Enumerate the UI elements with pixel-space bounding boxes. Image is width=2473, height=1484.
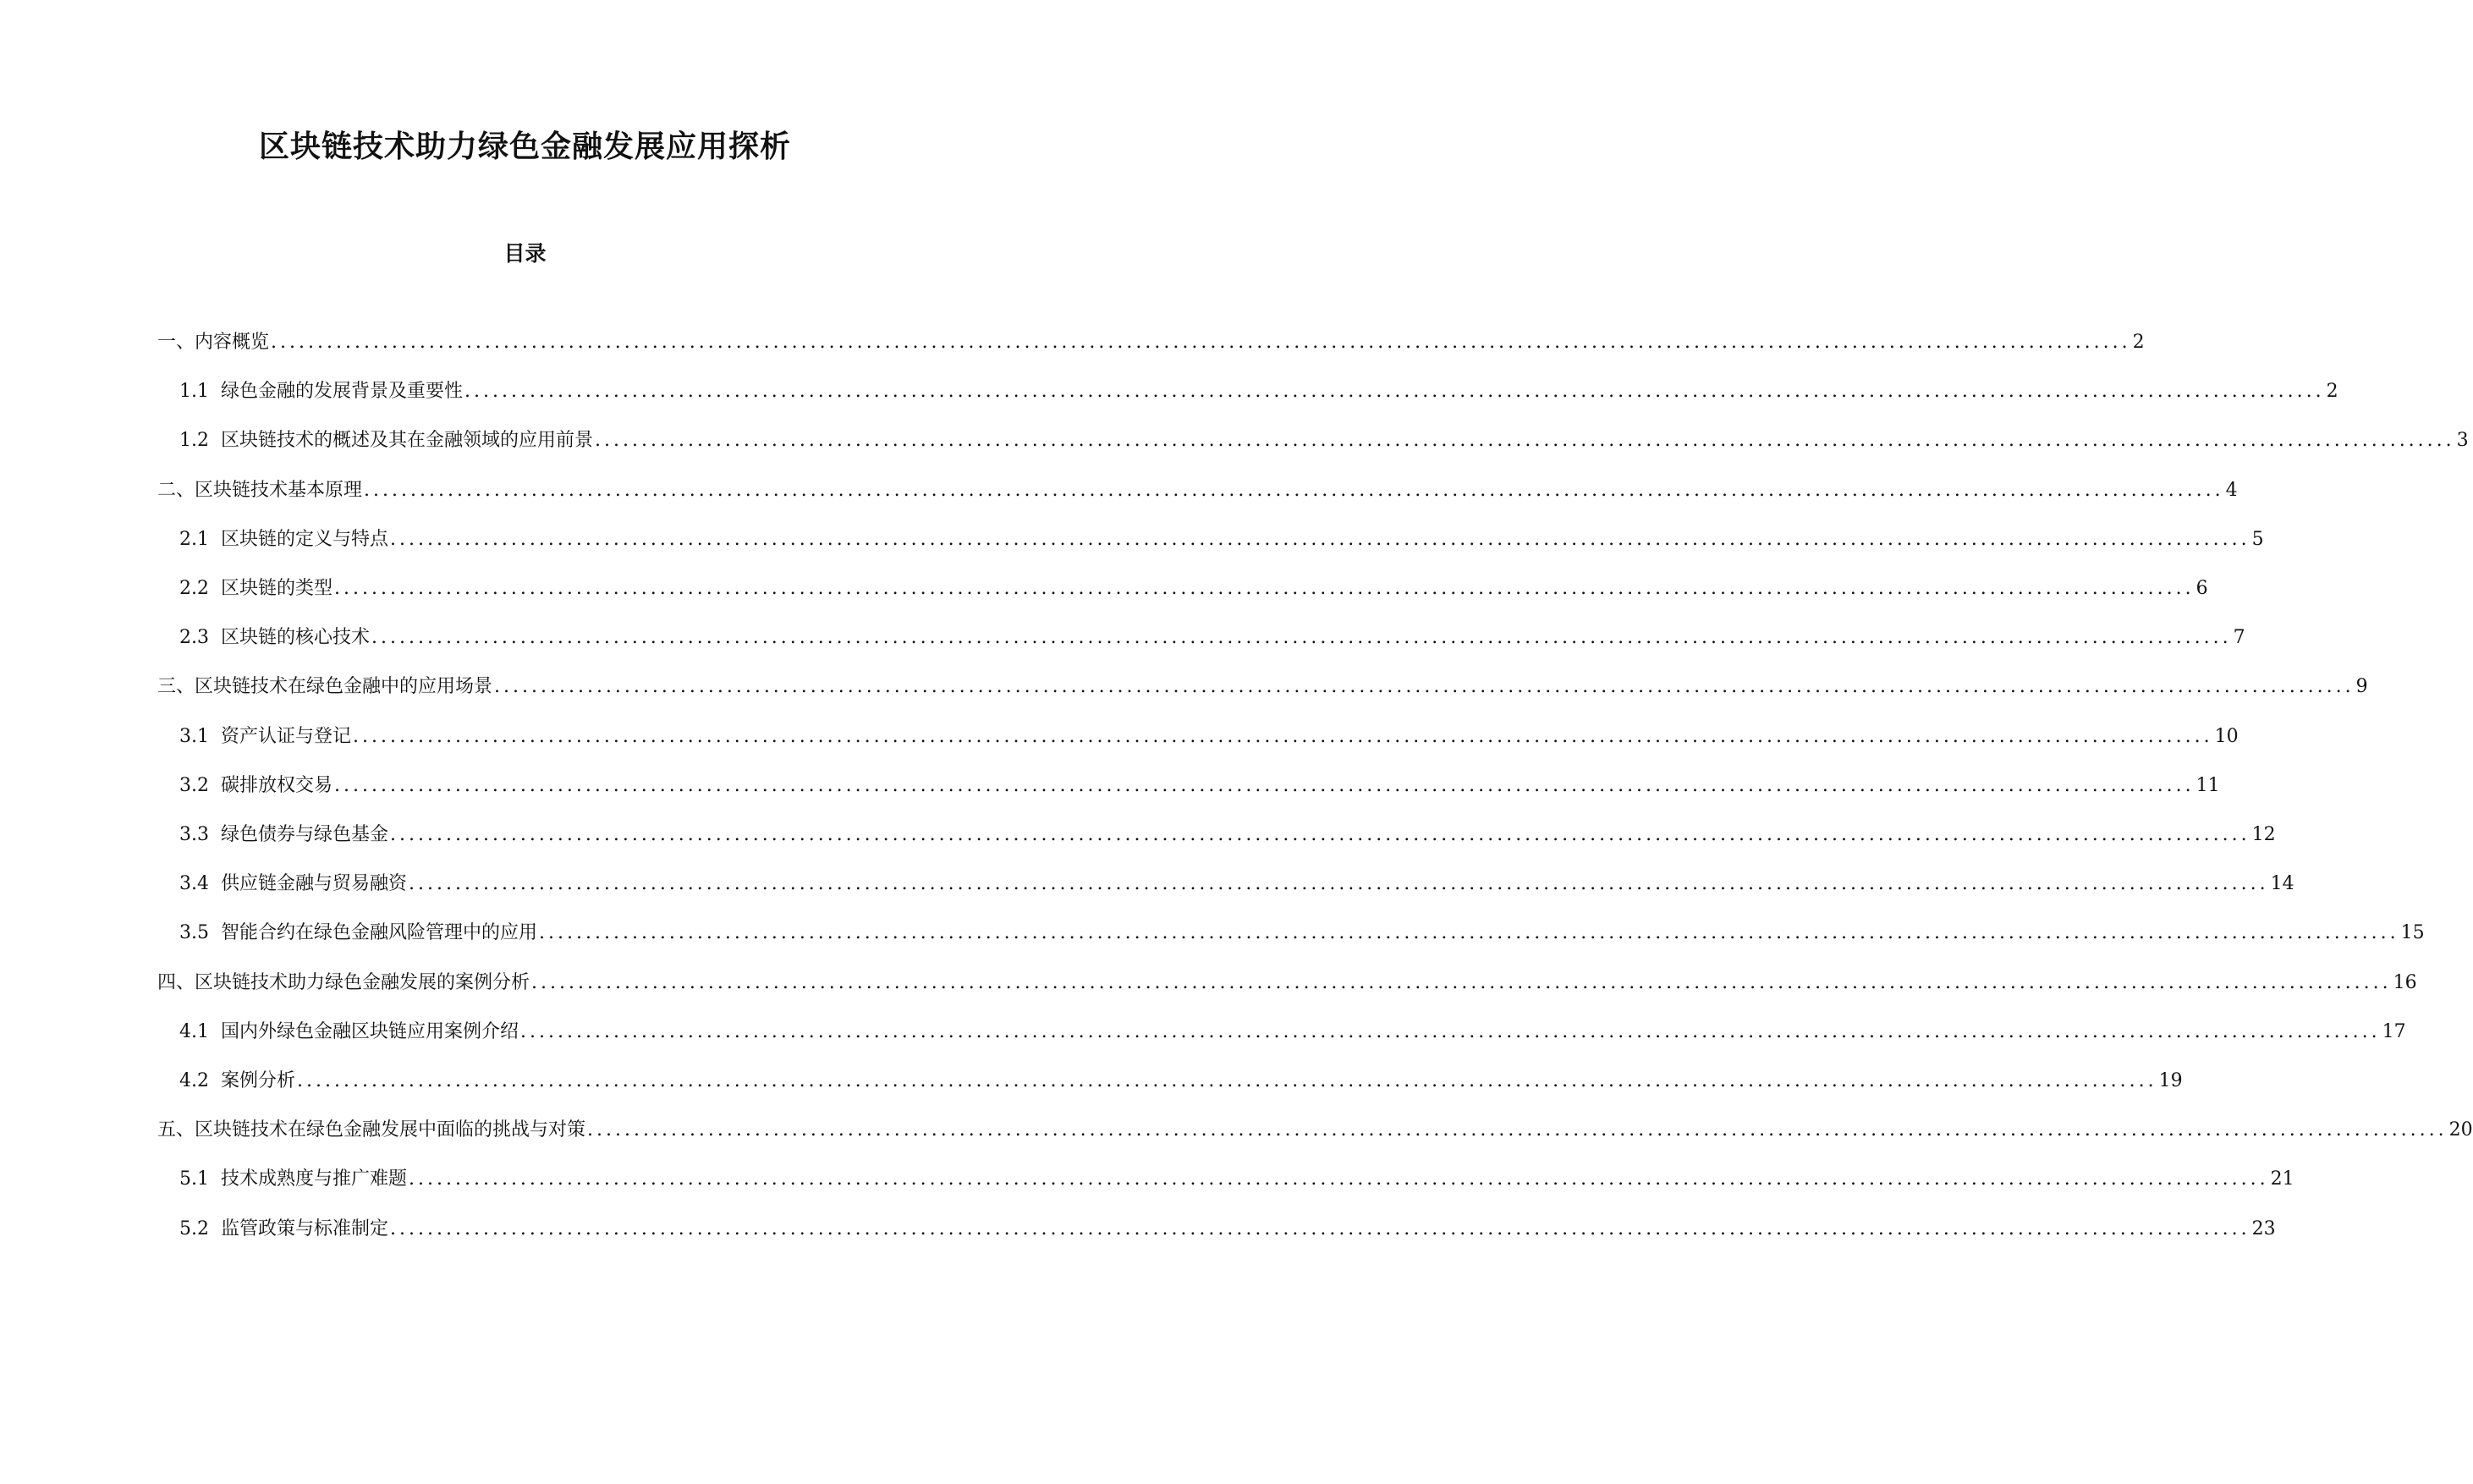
toc-entry-text: 三、区块链技术在绿色金融中的应用场景	[157, 676, 493, 697]
toc-entry-label	[179, 424, 593, 458]
toc-entry[interactable]	[157, 474, 2238, 508]
document-title: 区块链技术助力绿色金融发展应用探析	[258, 129, 791, 164]
toc-entry-number: 3.2	[179, 775, 209, 796]
toc-leader-dots: ........................................................................................................................................................................................................	[409, 1168, 2269, 1190]
toc-entry-number: 3.5	[179, 922, 209, 943]
toc-leader-dots: ........................................................................................................................................................................................................	[371, 627, 2232, 648]
toc-entry-text: 监管政策与标准制定	[221, 1218, 389, 1239]
toc-entry-label	[179, 867, 407, 901]
toc-entry-number: 2.1	[179, 529, 209, 550]
toc-entry-text: 技术成熟度与推广难题	[221, 1168, 408, 1190]
toc-entry[interactable]	[179, 1162, 2294, 1196]
toc-entry-number: 4.2	[179, 1070, 209, 1091]
toc-entry-text: 碳排放权交易	[221, 775, 333, 796]
toc-entry[interactable]	[179, 375, 2338, 409]
toc-leader-dots: ........................................................................................................................................................................................................	[595, 430, 2455, 451]
toc-entry-number: 1.1	[179, 381, 209, 402]
toc-entry-number: 3.1	[179, 726, 209, 747]
toc-leader-dots: ........................................................................................................................................................................................................	[297, 1070, 2157, 1091]
toc-entry-label	[179, 916, 537, 950]
toc-entry-text: 区块链的定义与特点	[221, 529, 389, 550]
toc-entry[interactable]	[179, 867, 2294, 901]
toc-leader-dots: ........................................................................................................................................................................................................	[390, 529, 2250, 550]
toc-page-number: 16	[2393, 972, 2417, 993]
toc-entry-label	[179, 621, 370, 655]
toc-page-number: 5	[2251, 529, 2264, 550]
toc-entry-text: 绿色金融的发展背景及重要性	[221, 381, 464, 402]
toc-page-number: 10	[2214, 726, 2239, 747]
toc-entry[interactable]	[179, 572, 2208, 606]
toc-entry[interactable]	[157, 326, 2145, 360]
toc-entry[interactable]	[179, 720, 2239, 754]
toc-leader-dots: ........................................................................................................................................................................................................	[334, 775, 2195, 796]
toc-entry-label	[179, 720, 351, 754]
toc-leader-dots: ........................................................................................................................................................................................................	[539, 922, 2399, 943]
toc-leader-dots: ........................................................................................................................................................................................................	[494, 676, 2355, 697]
toc-entry-text: 区块链技术的概述及其在金融领域的应用前景	[221, 430, 594, 451]
toc-entry[interactable]	[179, 1064, 2183, 1098]
toc-entry-text: 智能合约在绿色金融风险管理中的应用	[221, 922, 538, 943]
toc-page-number: 12	[2251, 824, 2276, 845]
toc-entry[interactable]	[179, 1015, 2406, 1049]
toc-entry-number: 1.2	[179, 430, 209, 451]
toc-entry-label	[179, 818, 388, 852]
toc-entry-number: 2.3	[179, 627, 209, 648]
toc-leader-dots: ........................................................................................................................................................................................................	[390, 824, 2250, 845]
toc-entry-number: 3.3	[179, 824, 209, 845]
toc-leader-dots: ........................................................................................................................................................................................................	[464, 381, 2325, 402]
toc-entry-text: 资产认证与登记	[221, 726, 352, 747]
toc-leader-dots: ........................................................................................................................................................................................................	[364, 480, 2224, 501]
toc-entry[interactable]	[179, 916, 2425, 950]
toc-page-number: 9	[2355, 676, 2368, 697]
toc-page-number: 20	[2448, 1119, 2473, 1140]
toc-entry[interactable]	[157, 966, 2417, 1000]
toc-entry-number: 5.1	[179, 1168, 209, 1190]
toc-entry[interactable]	[179, 818, 2276, 852]
toc-entry-label	[179, 1212, 388, 1246]
toc-heading: 目录	[503, 241, 547, 266]
toc-leader-dots: ........................................................................................................................................................................................................	[409, 873, 2269, 894]
toc-entry-text: 五、区块链技术在绿色金融发展中面临的挑战与对策	[157, 1119, 586, 1140]
toc-entry-number: 5.2	[179, 1218, 209, 1239]
toc-entry[interactable]	[179, 1212, 2276, 1246]
toc-page-number: 2	[2326, 381, 2338, 402]
toc-entry-label	[157, 966, 530, 1000]
toc-entry[interactable]	[179, 424, 2469, 458]
toc-page-number: 14	[2270, 873, 2294, 894]
toc-entry-text: 国内外绿色金融区块链应用案例介绍	[221, 1021, 519, 1042]
toc-entry-text: 供应链金融与贸易融资	[221, 873, 408, 894]
toc-entry-number: 3.4	[179, 873, 209, 894]
toc-page-number: 17	[2382, 1021, 2406, 1042]
toc-leader-dots: ........................................................................................................................................................................................................	[520, 1021, 2381, 1042]
toc-entry-text: 区块链的核心技术	[221, 627, 371, 648]
toc-entry[interactable]	[179, 621, 2245, 655]
toc-entry-number: 4.1	[179, 1021, 209, 1042]
toc-leader-dots: ........................................................................................................................................................................................................	[531, 972, 2392, 993]
toc-entry-number: 2.2	[179, 578, 209, 599]
toc-entry-text: 二、区块链技术基本原理	[157, 480, 363, 501]
toc-leader-dots: ........................................................................................................................................................................................................	[587, 1119, 2448, 1140]
toc-page-number: 11	[2195, 775, 2220, 796]
toc-page-number: 19	[2158, 1070, 2183, 1091]
toc-entry-label	[179, 572, 332, 606]
toc-entry-text: 绿色债券与绿色基金	[221, 824, 389, 845]
toc-leader-dots: ........................................................................................................................................................................................................	[271, 332, 2131, 353]
toc-leader-dots: ........................................................................................................................................................................................................	[390, 1218, 2250, 1239]
toc-leader-dots: ........................................................................................................................................................................................................	[353, 726, 2213, 747]
toc-entry-label	[157, 474, 362, 508]
toc-entry-label	[179, 1162, 407, 1196]
toc-page-number: 6	[2195, 578, 2208, 599]
toc-entry-label	[157, 1113, 585, 1147]
toc-page-number: 3	[2456, 430, 2469, 451]
toc-entry-label	[179, 1015, 519, 1049]
toc-entry-label	[179, 375, 463, 409]
toc-page-number: 21	[2270, 1168, 2294, 1190]
toc-page-number: 7	[2233, 627, 2245, 648]
toc-leader-dots: ........................................................................................................................................................................................................	[334, 578, 2195, 599]
toc-page-number: 15	[2400, 922, 2425, 943]
toc-entry[interactable]	[179, 523, 2264, 557]
toc-entry-text: 一、内容概览	[157, 332, 270, 353]
toc-entry-text: 四、区块链技术助力绿色金融发展的案例分析	[157, 972, 530, 993]
toc-page-number: 2	[2132, 332, 2145, 353]
toc-entry[interactable]	[157, 1113, 2473, 1147]
toc-entry-label	[157, 326, 269, 360]
toc-entry[interactable]	[179, 769, 2220, 803]
toc-page-number: 4	[2225, 480, 2238, 501]
toc-entry[interactable]	[157, 670, 2368, 704]
toc-entry-label	[157, 670, 492, 704]
toc-entry-label	[179, 769, 332, 803]
toc-entry-label	[179, 1064, 295, 1098]
toc-page-number: 23	[2251, 1218, 2276, 1239]
toc-entry-text: 区块链的类型	[221, 578, 333, 599]
toc-entry-label	[179, 523, 388, 557]
toc-entry-text: 案例分析	[221, 1070, 296, 1091]
